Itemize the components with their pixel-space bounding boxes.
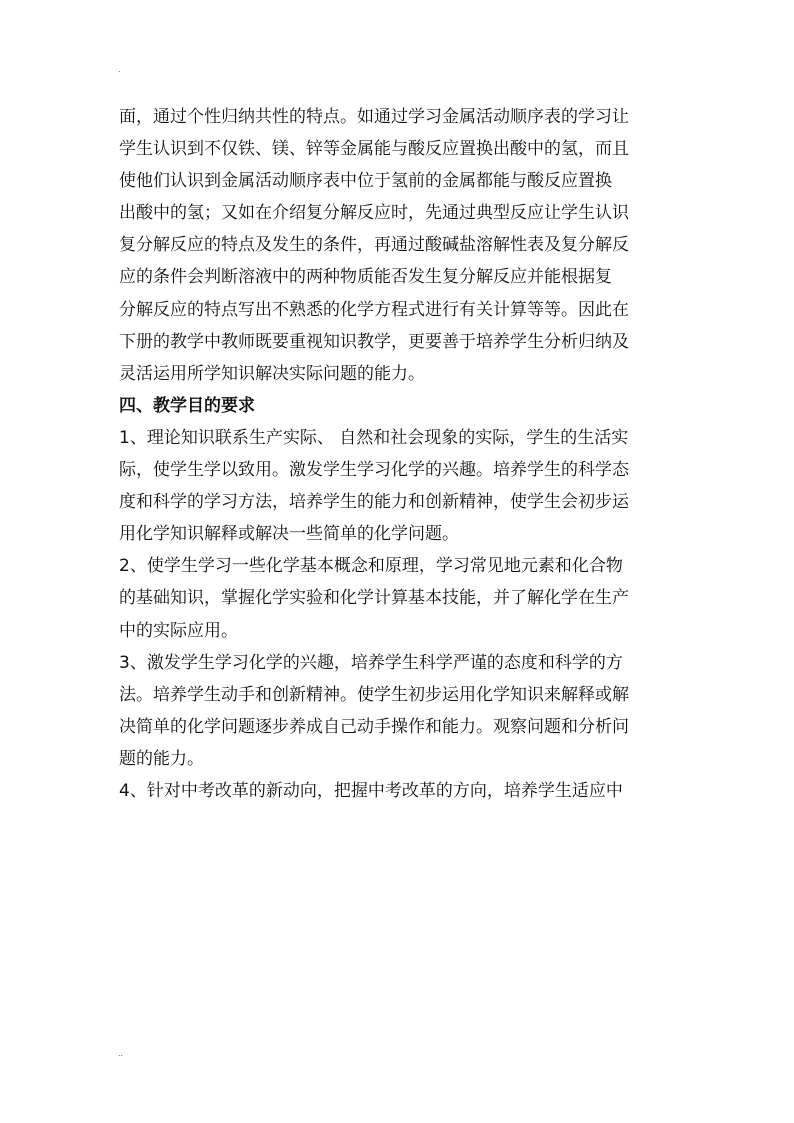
footer-dot-mark: .. — [118, 1049, 124, 1058]
document-body — [119, 101, 679, 807]
paragraph-line: 面，通过个性归纳共性的特点。如通过学习金属活动顺序表的学习让 — [119, 107, 629, 127]
paragraph-line: 灵活运用所学知识解决实际问题的能力。 — [119, 363, 425, 384]
paragraph-line: 下册的教学中教师既要重视知识教学，更要善于培养学生分析归纳及 — [119, 331, 629, 352]
section-heading: 四、教学目的要求 — [119, 395, 255, 416]
paragraph-line: 分解反应的特点写出不熟悉的化学方程式进行有关计算等等。因此在 — [119, 299, 629, 320]
list-item-line: 4、针对中考改革的新动向，把握中考改革的方向，培养学生适应中 — [119, 780, 623, 801]
list-item-line: 2、使学生学习一些化学基本概念和原理，学习常见地元素和化合物 — [119, 556, 623, 577]
paragraph-line: 复分解反应的特点及发生的条件，再通过酸碱盐溶解性表及复分解反 — [119, 235, 629, 256]
list-item-line: 1、理论知识联系生产实际、 自然和社会现象的实际，学生的生活实 — [119, 427, 629, 448]
header-dot-mark: . — [118, 65, 121, 74]
list-item-line: 题的能力。 — [119, 748, 204, 769]
list-item-line: 3、激发学生学习化学的兴趣，培养学生科学严谨的态度和科学的方 — [119, 652, 623, 673]
paragraph-line: 使他们认识到金属活动顺序表中位于氢前的金属都能与酸反应置换 — [119, 171, 612, 192]
list-item-line: 用化学知识解释或解决一些简单的化学问题。 — [119, 524, 459, 545]
paragraph-line: 应的条件会判断溶液中的两种物质能否发生复分解反应并能根据复 — [119, 267, 612, 288]
list-item-line: 决简单的化学问题逐步养成自己动手操作和能力。观察问题和分析问 — [119, 716, 629, 737]
paragraph-line: 学生认识到不仅铁、镁、锌等金属能与酸反应置换出酸中的氢，而且 — [119, 139, 629, 160]
list-item-line: 际，使学生学以致用。激发学生学习化学的兴趣。培养学生的科学态 — [119, 460, 629, 481]
paragraph-line: 出酸中的氢；又如在介绍复分解反应时，先通过典型反应让学生认识 — [119, 203, 629, 224]
list-item-line: 中的实际应用。 — [119, 620, 238, 641]
list-item-line: 度和科学的学习方法，培养学生的能力和创新精神，使学生会初步运 — [119, 492, 629, 513]
list-item-line: 法。培养学生动手和创新精神。使学生初步运用化学知识来解释或解 — [119, 684, 629, 705]
list-item-line: 的基础知识，掌握化学实验和化学计算基本技能，并了解化学在生产 — [119, 588, 629, 609]
